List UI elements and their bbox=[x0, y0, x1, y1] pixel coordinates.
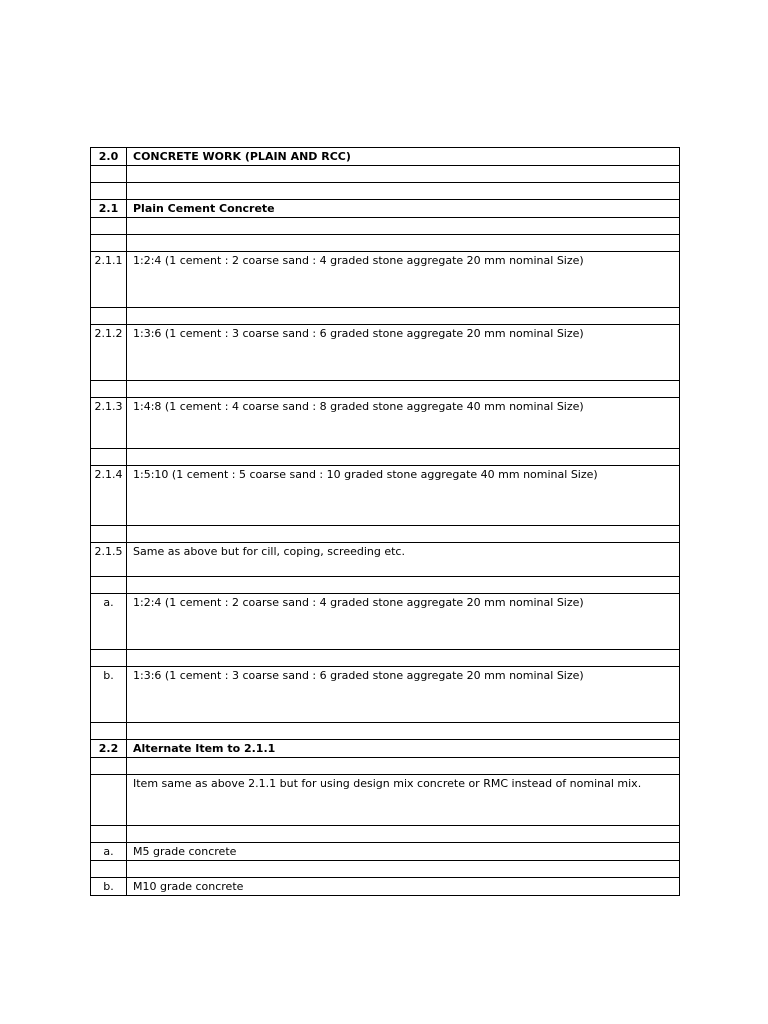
table-row bbox=[91, 775, 680, 826]
item-number bbox=[91, 526, 127, 543]
item-description bbox=[127, 449, 680, 466]
table-row bbox=[91, 878, 680, 896]
item-number bbox=[91, 235, 127, 252]
item-number: 2.1.1 bbox=[91, 252, 127, 308]
item-number bbox=[91, 308, 127, 325]
item-number: b. bbox=[91, 878, 127, 896]
table-row bbox=[91, 650, 680, 667]
item-number bbox=[91, 381, 127, 398]
item-description bbox=[127, 758, 680, 775]
item-number bbox=[91, 758, 127, 775]
item-description: 1:2:4 (1 cement : 2 coarse sand : 4 graded stone aggregate 20 mm nominal Size) bbox=[127, 594, 680, 650]
item-description bbox=[127, 218, 680, 235]
item-description: M10 grade concrete bbox=[127, 878, 680, 896]
item-description bbox=[127, 577, 680, 594]
concrete-work-table bbox=[90, 147, 680, 896]
item-number bbox=[91, 166, 127, 183]
table-row bbox=[91, 325, 680, 381]
table-row bbox=[91, 449, 680, 466]
item-number: b. bbox=[91, 667, 127, 723]
table-row bbox=[91, 183, 680, 200]
table-row bbox=[91, 843, 680, 861]
table-row bbox=[91, 218, 680, 235]
item-number bbox=[91, 723, 127, 740]
table-row bbox=[91, 758, 680, 775]
item-number: 2.1.2 bbox=[91, 325, 127, 381]
table-row bbox=[91, 308, 680, 325]
item-description bbox=[127, 183, 680, 200]
item-description bbox=[127, 526, 680, 543]
item-description: 1:3:6 (1 cement : 3 coarse sand : 6 graded stone aggregate 20 mm nominal Size) bbox=[127, 667, 680, 723]
item-description bbox=[127, 650, 680, 667]
table-row bbox=[91, 543, 680, 577]
table-row bbox=[91, 826, 680, 843]
item-description: Same as above but for cill, coping, screeding etc. bbox=[127, 543, 680, 577]
item-number bbox=[91, 826, 127, 843]
item-number bbox=[91, 775, 127, 826]
table-row bbox=[91, 235, 680, 252]
table-row bbox=[91, 200, 680, 218]
table-row bbox=[91, 740, 680, 758]
item-number: a. bbox=[91, 843, 127, 861]
item-description: CONCRETE WORK (PLAIN AND RCC) bbox=[127, 148, 680, 166]
item-number: a. bbox=[91, 594, 127, 650]
item-number: 2.1.4 bbox=[91, 466, 127, 526]
item-number: 2.1.5 bbox=[91, 543, 127, 577]
item-description bbox=[127, 826, 680, 843]
item-description bbox=[127, 381, 680, 398]
item-description bbox=[127, 723, 680, 740]
table-row bbox=[91, 381, 680, 398]
table-row bbox=[91, 166, 680, 183]
table-row bbox=[91, 148, 680, 166]
item-number bbox=[91, 449, 127, 466]
item-description bbox=[127, 166, 680, 183]
item-number: 2.1 bbox=[91, 200, 127, 218]
item-number: 2.0 bbox=[91, 148, 127, 166]
table-row bbox=[91, 594, 680, 650]
item-number: 2.2 bbox=[91, 740, 127, 758]
table-row bbox=[91, 667, 680, 723]
table-row bbox=[91, 861, 680, 878]
item-description: 1:3:6 (1 cement : 3 coarse sand : 6 graded stone aggregate 20 mm nominal Size) bbox=[127, 325, 680, 381]
item-description: Alternate Item to 2.1.1 bbox=[127, 740, 680, 758]
table-row bbox=[91, 526, 680, 543]
item-number: 2.1.3 bbox=[91, 398, 127, 449]
item-description: 1:2:4 (1 cement : 2 coarse sand : 4 graded stone aggregate 20 mm nominal Size) bbox=[127, 252, 680, 308]
item-description: Plain Cement Concrete bbox=[127, 200, 680, 218]
item-number bbox=[91, 577, 127, 594]
item-description: 1:5:10 (1 cement : 5 coarse sand : 10 graded stone aggregate 40 mm nominal Size) bbox=[127, 466, 680, 526]
table-row bbox=[91, 252, 680, 308]
item-description: Item same as above 2.1.1 but for using design mix concrete or RMC instead of nominal mix. bbox=[127, 775, 680, 826]
item-description bbox=[127, 861, 680, 878]
item-number bbox=[91, 183, 127, 200]
table-row bbox=[91, 577, 680, 594]
item-description: M5 grade concrete bbox=[127, 843, 680, 861]
item-number bbox=[91, 218, 127, 235]
item-number bbox=[91, 650, 127, 667]
item-description bbox=[127, 235, 680, 252]
table-row bbox=[91, 723, 680, 740]
item-description bbox=[127, 308, 680, 325]
table-row bbox=[91, 398, 680, 449]
item-number bbox=[91, 861, 127, 878]
item-description: 1:4:8 (1 cement : 4 coarse sand : 8 graded stone aggregate 40 mm nominal Size) bbox=[127, 398, 680, 449]
table-row bbox=[91, 466, 680, 526]
table-body bbox=[91, 148, 680, 896]
